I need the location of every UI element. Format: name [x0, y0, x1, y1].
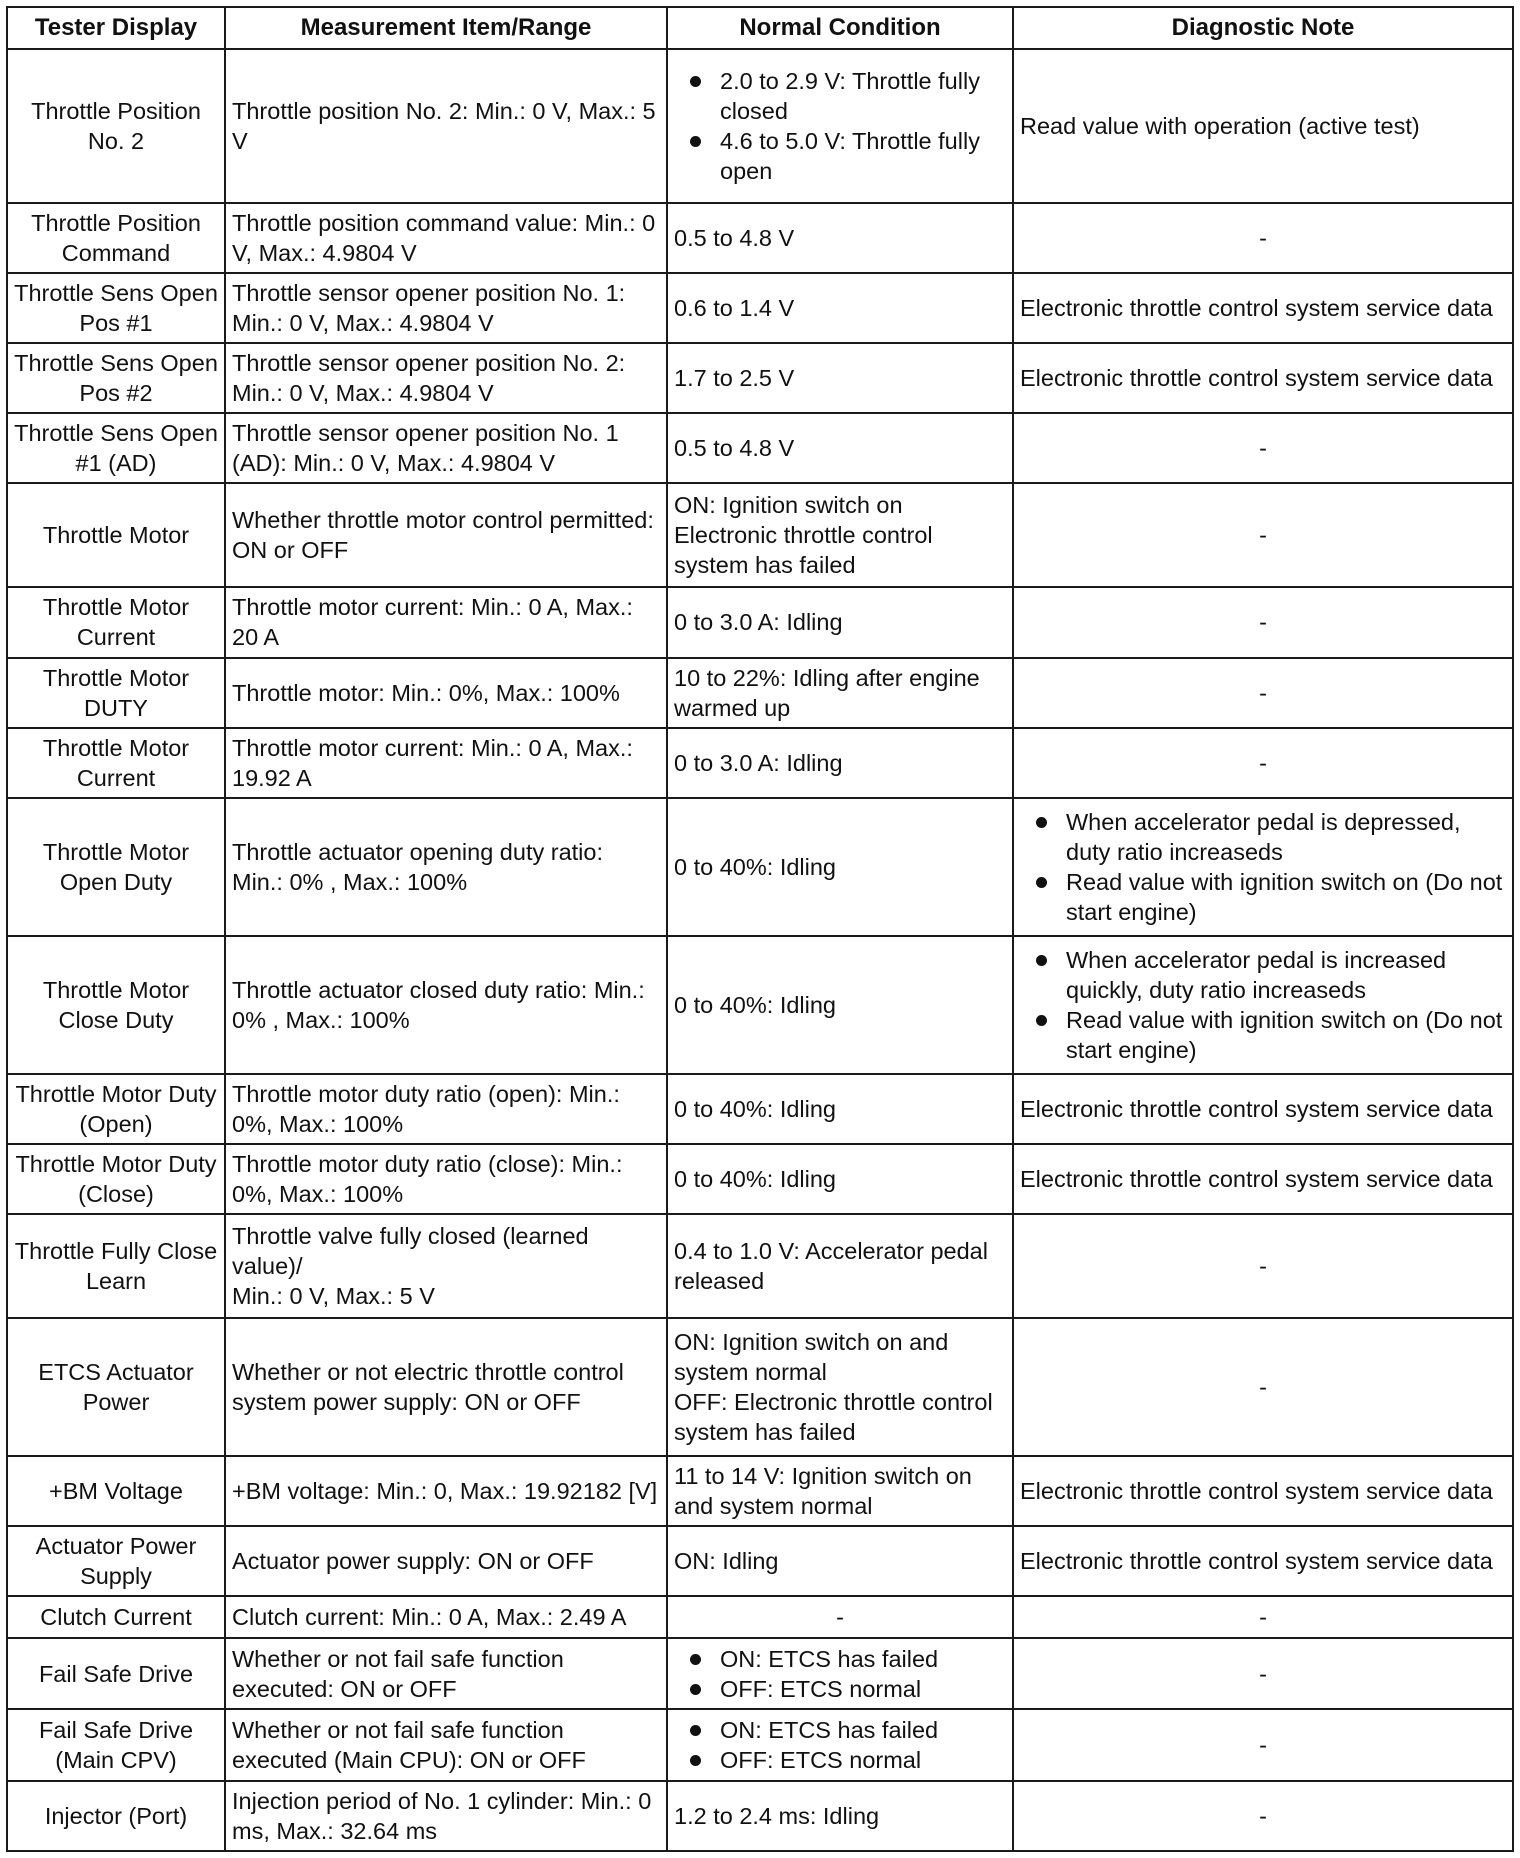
cell-text: +BM voltage: Min.: 0, Max.: 19.92182 [V] [232, 1478, 658, 1505]
cell-diagnostic-note [1013, 1318, 1513, 1456]
cell-diagnostic-note [1013, 728, 1513, 798]
cell-measurement [225, 413, 667, 483]
cell-measurement [225, 1638, 667, 1709]
cell-text: ETCS Actuator Power [38, 1359, 194, 1416]
cell-text: Fail Safe Drive (Main CPV) [38, 1717, 194, 1774]
cell-text: 1.7 to 2.5 V [674, 365, 795, 392]
cell-diagnostic-note [1013, 1214, 1513, 1318]
cell-text: Actuator power supply: ON or OFF [232, 1548, 594, 1575]
table-row [7, 1144, 1513, 1214]
cell-text: Throttle Motor Duty (Close) [15, 1150, 217, 1207]
cell-tester-display [7, 587, 225, 657]
cell-measurement [225, 1781, 667, 1851]
cell-normal-condition [667, 1781, 1013, 1851]
table-row [7, 1596, 1513, 1638]
cell-diagnostic-note [1013, 343, 1513, 413]
cell-text: - [1259, 435, 1267, 462]
cell-text: 0 to 40%: Idling [674, 991, 836, 1018]
cell-tester-display [7, 273, 225, 343]
cell-normal-condition [667, 587, 1013, 657]
table-row [7, 1214, 1513, 1318]
cell-text: Throttle Motor DUTY [42, 664, 190, 721]
cell-text: Throttle motor current: Min.: 0 A, Max.: 20 A [232, 594, 633, 651]
cell-text: +BM Voltage [49, 1478, 183, 1505]
cell-text: Throttle motor current: Min.: 0 A, Max.: 19.92 A [232, 734, 633, 791]
cell-normal-condition [667, 49, 1013, 203]
cell-text: Throttle Position No. 2 [31, 97, 201, 154]
cell-diagnostic-note [1013, 1781, 1513, 1851]
bullet-item: ON: ETCS has failed [674, 1715, 1006, 1745]
cell-tester-display [7, 1074, 225, 1144]
cell-normal-condition [667, 343, 1013, 413]
bullet-item: When accelerator pedal is depressed, duty ratio increaseds [1020, 807, 1506, 867]
cell-measurement [225, 728, 667, 798]
cell-normal-condition [667, 413, 1013, 483]
cell-normal-condition [667, 273, 1013, 343]
cell-measurement [225, 1456, 667, 1526]
cell-measurement [225, 483, 667, 587]
header-tester-display: Tester Display [7, 7, 225, 49]
table-row [7, 658, 1513, 728]
table-row [7, 936, 1513, 1074]
cell-tester-display [7, 203, 225, 273]
cell-text: Throttle Motor Current [42, 594, 190, 651]
bullet-item: OFF: ETCS normal [674, 1745, 1006, 1775]
cell-normal-condition [667, 1709, 1013, 1780]
cell-diagnostic-note [1013, 203, 1513, 273]
cell-text: Electronic throttle control system service data [1020, 295, 1493, 322]
header-row [7, 7, 1513, 49]
cell-tester-display [7, 1144, 225, 1214]
data-list-table [6, 6, 1514, 1852]
bullet-item: Read value with ignition switch on (Do not start engine) [1020, 1005, 1506, 1065]
bullet-item: ON: ETCS has failed [674, 1644, 1006, 1674]
cell-text: 0.6 to 1.4 V [674, 295, 795, 322]
cell-measurement [225, 798, 667, 936]
cell-normal-condition [667, 203, 1013, 273]
cell-diagnostic-note [1013, 587, 1513, 657]
cell-text: Electronic throttle control system service data [1020, 365, 1493, 392]
cell-diagnostic-note [1013, 798, 1513, 936]
table-row [7, 1526, 1513, 1596]
cell-text: Throttle position No. 2: Min.: 0 V, Max.: 5 V [232, 97, 656, 154]
cell-diagnostic-note [1013, 1144, 1513, 1214]
table-body [7, 49, 1513, 1851]
cell-text: Clutch current: Min.: 0 A, Max.: 2.49 A [232, 1604, 627, 1631]
cell-text: Throttle actuator opening duty ratio: Min.: 0% , Max.: 100% [232, 838, 603, 895]
cell-tester-display [7, 1781, 225, 1851]
cell-diagnostic-note [1013, 1709, 1513, 1780]
cell-text: Throttle sensor opener position No. 2: Min.: 0 V, Max.: 4.9804 V [232, 350, 626, 407]
cell-diagnostic-note [1013, 49, 1513, 203]
cell-diagnostic-note [1013, 273, 1513, 343]
cell-text: Throttle motor duty ratio (open): Min.: 0%, Max.: 100% [232, 1080, 620, 1137]
cell-text: ON: Ignition switch on Electronic throttle control system has failed [674, 492, 933, 579]
cell-diagnostic-note [1013, 1596, 1513, 1638]
cell-text: 0 to 40%: Idling [674, 1095, 836, 1122]
cell-text: Throttle Motor Duty (Open) [15, 1080, 217, 1137]
cell-normal-condition [667, 1638, 1013, 1709]
cell-tester-display [7, 483, 225, 587]
table-header [7, 7, 1513, 49]
header-diagnostic-note: Diagnostic Note [1013, 7, 1513, 49]
cell-text: Throttle Sens Open #1 (AD) [14, 420, 218, 477]
cell-text: Actuator Power Supply [35, 1533, 197, 1590]
table-row [7, 483, 1513, 587]
cell-diagnostic-note [1013, 1638, 1513, 1709]
cell-diagnostic-note [1013, 483, 1513, 587]
cell-diagnostic-note [1013, 936, 1513, 1074]
cell-tester-display [7, 1526, 225, 1596]
cell-text: Throttle Motor Close Duty [42, 976, 190, 1033]
cell-text: Throttle valve fully closed (learned value)/ Min.: 0 V, Max.: 5 V [232, 1223, 589, 1310]
cell-text: - [1259, 1253, 1267, 1280]
cell-normal-condition [667, 1526, 1013, 1596]
cell-text: 0.5 to 4.8 V [674, 224, 795, 251]
cell-tester-display [7, 1596, 225, 1638]
cell-text: - [1259, 1604, 1267, 1631]
bullet-item: OFF: ETCS normal [674, 1674, 1006, 1704]
table-row [7, 413, 1513, 483]
cell-tester-display [7, 728, 225, 798]
cell-text: Electronic throttle control system service data [1020, 1478, 1493, 1505]
cell-measurement [225, 203, 667, 273]
cell-text: Whether or not electric throttle control system power supply: ON or OFF [232, 1359, 624, 1416]
cell-tester-display [7, 1638, 225, 1709]
cell-tester-display [7, 413, 225, 483]
table-row [7, 49, 1513, 203]
cell-text: Electronic throttle control system service data [1020, 1548, 1493, 1575]
cell-text: - [1259, 1802, 1267, 1829]
bullet-list [1020, 945, 1506, 1065]
cell-text: 0 to 3.0 A: Idling [674, 749, 843, 776]
cell-measurement [225, 273, 667, 343]
cell-text: 0 to 40%: Idling [674, 853, 836, 880]
cell-text: Electronic throttle control system service data [1020, 1095, 1493, 1122]
cell-measurement [225, 1074, 667, 1144]
cell-text: - [836, 1604, 844, 1631]
cell-diagnostic-note [1013, 1456, 1513, 1526]
cell-diagnostic-note [1013, 1526, 1513, 1596]
cell-text: Clutch Current [40, 1604, 192, 1631]
cell-measurement [225, 49, 667, 203]
cell-normal-condition [667, 1144, 1013, 1214]
cell-text: Throttle Motor Current [42, 734, 190, 791]
cell-normal-condition [667, 798, 1013, 936]
cell-tester-display [7, 936, 225, 1074]
cell-text: Throttle Sens Open Pos #2 [14, 350, 218, 407]
cell-text: Read value with operation (active test) [1020, 112, 1420, 139]
cell-text: Throttle motor duty ratio (close): Min.: 0%, Max.: 100% [232, 1150, 623, 1207]
cell-tester-display [7, 343, 225, 413]
table-row [7, 1709, 1513, 1780]
cell-normal-condition [667, 1214, 1013, 1318]
cell-text: - [1259, 1374, 1267, 1401]
cell-text: Throttle motor: Min.: 0%, Max.: 100% [232, 679, 620, 706]
table-row [7, 1074, 1513, 1144]
cell-tester-display [7, 1709, 225, 1780]
cell-text: Throttle Motor [42, 522, 190, 549]
cell-measurement [225, 1596, 667, 1638]
cell-tester-display [7, 49, 225, 203]
cell-text: Throttle actuator closed duty ratio: Min.: 0% , Max.: 100% [232, 976, 645, 1033]
cell-normal-condition [667, 1318, 1013, 1456]
cell-measurement [225, 1709, 667, 1780]
cell-measurement [225, 587, 667, 657]
cell-text: Whether or not fail safe function executed: ON or OFF [232, 1645, 564, 1702]
cell-text: ON: Idling [674, 1548, 779, 1575]
cell-tester-display [7, 1456, 225, 1526]
cell-text: Throttle Sens Open Pos #1 [14, 280, 218, 337]
cell-measurement [225, 936, 667, 1074]
cell-measurement [225, 658, 667, 728]
cell-normal-condition [667, 728, 1013, 798]
table-row [7, 728, 1513, 798]
table-row [7, 203, 1513, 273]
bullet-item: 4.6 to 5.0 V: Throttle fully open [674, 126, 1006, 186]
bullet-item: 2.0 to 2.9 V: Throttle fully closed [674, 66, 1006, 126]
cell-measurement [225, 1214, 667, 1318]
cell-text: 10 to 22%: Idling after engine warmed up [674, 664, 980, 721]
cell-diagnostic-note [1013, 658, 1513, 728]
table-row [7, 587, 1513, 657]
cell-tester-display [7, 1318, 225, 1456]
cell-text: 1.2 to 2.4 ms: Idling [674, 1802, 880, 1829]
table-row [7, 1456, 1513, 1526]
cell-text: - [1259, 1732, 1267, 1759]
table-row [7, 1318, 1513, 1456]
cell-text: Injection period of No. 1 cylinder: Min.: 0 ms, Max.: 32.64 ms [232, 1787, 652, 1844]
cell-text: Throttle position command value: Min.: 0 V, Max.: 4.9804 V [232, 209, 656, 266]
bullet-list [1020, 807, 1506, 927]
cell-text: 0.5 to 4.8 V [674, 435, 795, 462]
cell-text: Throttle sensor opener position No. 1 (AD): Min.: 0 V, Max.: 4.9804 V [232, 420, 619, 477]
bullet-list [674, 1644, 1006, 1704]
cell-text: 0 to 40%: Idling [674, 1165, 836, 1192]
cell-tester-display [7, 798, 225, 936]
cell-text: - [1259, 1660, 1267, 1687]
cell-normal-condition [667, 936, 1013, 1074]
cell-text: Throttle Position Command [31, 209, 201, 266]
cell-text: 11 to 14 V: Ignition switch on and system normal [674, 1463, 972, 1520]
cell-tester-display [7, 1214, 225, 1318]
bullet-list [674, 66, 1006, 186]
cell-tester-display [7, 658, 225, 728]
cell-text: Throttle sensor opener position No. 1: Min.: 0 V, Max.: 4.9804 V [232, 280, 626, 337]
cell-diagnostic-note [1013, 1074, 1513, 1144]
cell-diagnostic-note [1013, 413, 1513, 483]
bullet-list [674, 1715, 1006, 1775]
cell-text: - [1259, 679, 1267, 706]
cell-measurement [225, 1526, 667, 1596]
table-row [7, 798, 1513, 936]
cell-text: 0.4 to 1.0 V: Accelerator pedal released [674, 1238, 988, 1295]
cell-normal-condition [667, 1456, 1013, 1526]
cell-text: Throttle Fully Close Learn [14, 1238, 218, 1295]
data-list-sheet [6, 6, 1512, 1852]
cell-text: 0 to 3.0 A: Idling [674, 609, 843, 636]
cell-text: Injector (Port) [44, 1802, 188, 1829]
table-row [7, 1781, 1513, 1851]
cell-text: Whether or not fail safe function executed (Main CPU): ON or OFF [232, 1717, 586, 1774]
cell-text: ON: Ignition switch on and system normal OFF: Electronic throttle control system has failed [674, 1329, 993, 1446]
cell-measurement [225, 1144, 667, 1214]
table-row [7, 343, 1513, 413]
cell-text: - [1259, 609, 1267, 636]
table-row [7, 273, 1513, 343]
cell-text: Whether throttle motor control permitted: ON or OFF [232, 507, 654, 564]
cell-text: Electronic throttle control system service data [1020, 1165, 1493, 1192]
header-measurement-item: Measurement Item/Range [225, 7, 667, 49]
cell-text: Throttle Motor Open Duty [42, 838, 190, 895]
cell-normal-condition [667, 1074, 1013, 1144]
bullet-item: Read value with ignition switch on (Do not start engine) [1020, 867, 1506, 927]
header-normal-condition: Normal Condition [667, 7, 1013, 49]
cell-normal-condition [667, 658, 1013, 728]
cell-normal-condition [667, 1596, 1013, 1638]
cell-measurement [225, 343, 667, 413]
table-row [7, 1638, 1513, 1709]
bullet-item: When accelerator pedal is increased quickly, duty ratio increaseds [1020, 945, 1506, 1005]
cell-text: - [1259, 522, 1267, 549]
cell-normal-condition [667, 483, 1013, 587]
cell-measurement [225, 1318, 667, 1456]
cell-text: Fail Safe Drive [38, 1660, 194, 1687]
cell-text: - [1259, 749, 1267, 776]
cell-text: - [1259, 224, 1267, 251]
